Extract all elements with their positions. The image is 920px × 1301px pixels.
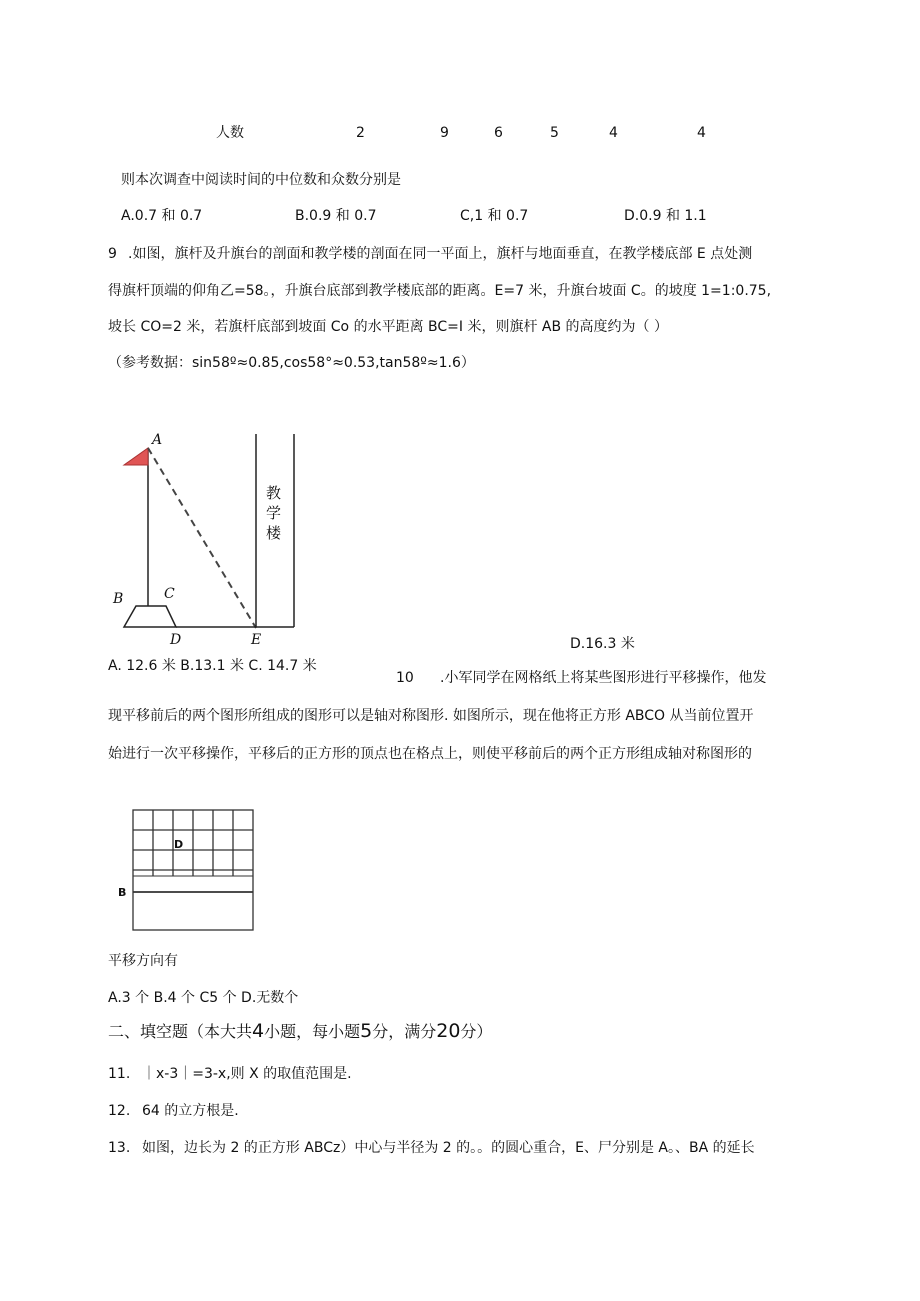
q10-line2: 现平移前后的两个图形所组成的图形可以是轴对称图形. 如图所示，现在他将正方形 ABCO 从当前位置开 <box>108 708 754 724</box>
point-label-a: A <box>152 432 163 448</box>
flagpole-figure <box>108 428 308 653</box>
q9-reference-data: （参考数据：sin58º≈0.85,cos58°≈0.53,tan58º≈1.6） <box>108 355 475 371</box>
section-points-total: 20 <box>436 1020 461 1042</box>
table-cell-1: 2 <box>356 125 365 141</box>
building-char-1: 教 <box>266 484 282 502</box>
q10-number: 10 <box>396 670 414 686</box>
q11-number: 11. <box>108 1066 131 1082</box>
q10-line4: 平移方向有 <box>108 953 178 969</box>
point-label-c: C <box>164 586 175 602</box>
q10-line1: .小军同学在网格纸上将某些图形进行平移操作，他发 <box>440 670 767 686</box>
q13-text: 如图，边长为 2 的正方形 ABCz）中心与半径为 2 的。。的圆心重合，E、尸分别是 A。、BA 的延长 <box>142 1140 755 1156</box>
point-label-d: D <box>170 632 182 648</box>
grid-label-b: B <box>118 886 127 899</box>
q9-number: 9 <box>108 246 117 262</box>
section-heading-part1: 二、填空题（本大共 <box>108 1022 253 1041</box>
point-label-e: E <box>251 632 262 648</box>
building-char-2: 学 <box>266 504 282 522</box>
section-count: 4 <box>252 1020 265 1042</box>
section-heading-part2: 小题，每小题 <box>264 1022 361 1041</box>
section-heading <box>108 1022 492 1041</box>
platform-trapezoid <box>124 606 176 627</box>
section-heading-part4: 分） <box>460 1022 493 1041</box>
table-cell-3: 6 <box>494 125 503 141</box>
q8-stem: 则本次调查中阅读时间的中位数和众数分别是 <box>121 172 401 188</box>
q9-line3: 坡长 CO=2 米，若旗杆底部到坡面 Co 的水平距离 BC=I 米，则旗杆 AB 的高度约为（ ） <box>108 319 668 335</box>
q10-line3: 始进行一次平移操作，平移后的正方形的顶点也在格点上，则使平移前后的两个正方形组成轴对称图形的 <box>108 746 752 762</box>
table-cell-2: 9 <box>440 125 449 141</box>
grid-figure <box>112 806 262 936</box>
q11-text: ｜x-3｜=3-x,则 X 的取值范围是. <box>142 1066 352 1082</box>
q8-option-b: B.0.9 和 0.7 <box>295 208 377 224</box>
table-cell-6: 4 <box>697 125 706 141</box>
point-label-b: B <box>113 591 124 607</box>
flag-shape <box>124 448 148 465</box>
q8-option-d: D.0.9 和 1.1 <box>624 208 707 224</box>
q8-option-c: C,1 和 0.7 <box>460 208 529 224</box>
q12-number: 12. <box>108 1103 131 1119</box>
q9-line2: 得旗杆顶端的仰角乙=58。，升旗台底部到教学楼底部的距离。E=7 米，升旗台坡面 C。的坡度 1=1:0.75, <box>108 283 772 299</box>
table-cell-4: 5 <box>550 125 559 141</box>
q8-option-a: A.0.7 和 0.7 <box>121 208 203 224</box>
q13-number: 13. <box>108 1140 131 1156</box>
q9-options-abc: A. 12.6 米 B.13.1 米 C. 14.7 米 <box>108 658 317 674</box>
grid-label-d: D <box>174 838 184 851</box>
q10-options: A.3 个 B.4 个 C5 个 D.无数个 <box>108 990 299 1006</box>
table-row-label: 人数 <box>216 125 244 141</box>
q9-line1: .如图，旗杆及升旗台的剖面和教学楼的剖面在同一平面上，旗杆与地面垂直，在教学楼底部 E 点处测 <box>128 246 753 262</box>
building-char-3: 楼 <box>266 524 282 542</box>
section-points-each: 5 <box>360 1020 373 1042</box>
section-heading-part3: 分，满分 <box>372 1022 437 1041</box>
q9-option-d: D.16.3 米 <box>570 636 635 652</box>
q12-text: 64 的立方根是. <box>142 1103 239 1119</box>
table-cell-5: 4 <box>609 125 618 141</box>
